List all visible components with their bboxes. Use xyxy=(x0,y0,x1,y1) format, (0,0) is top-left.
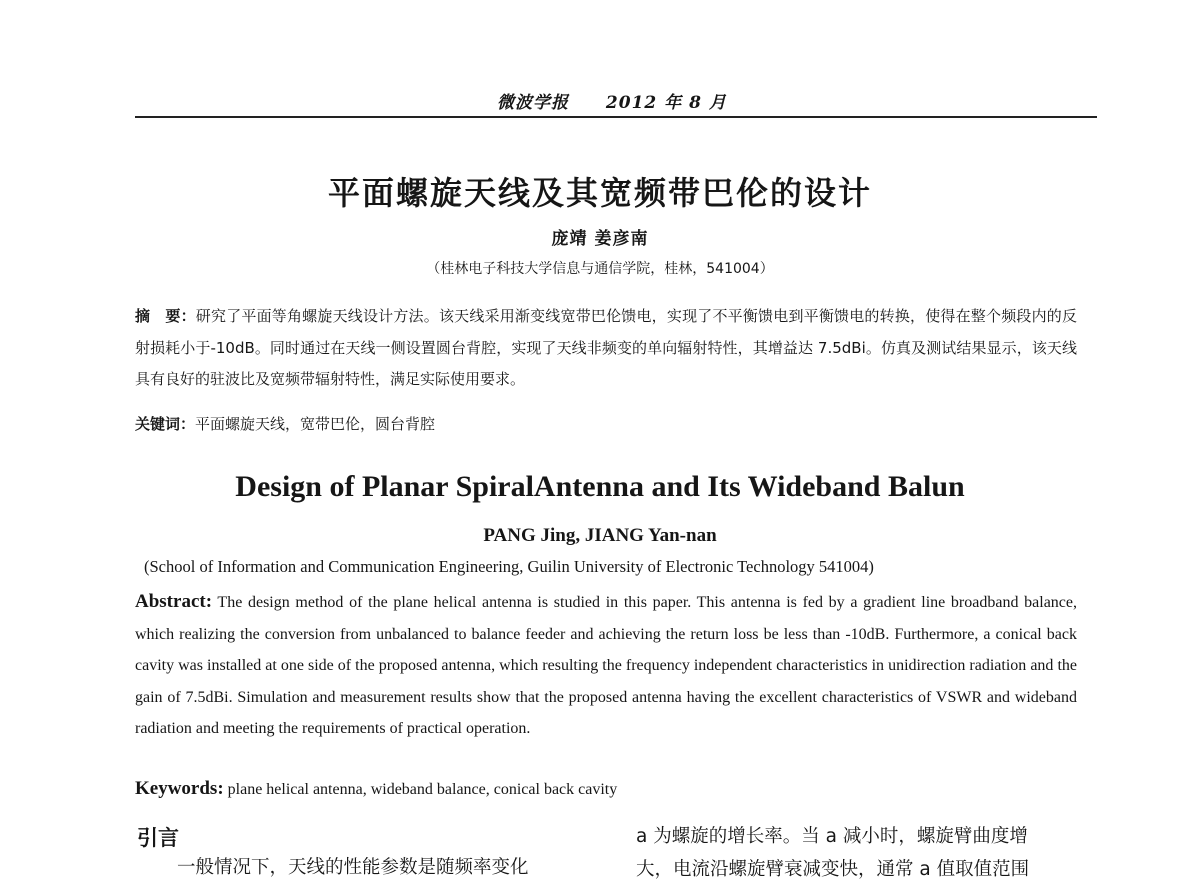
en-authors: PANG Jing, JIANG Yan-nan xyxy=(483,525,717,546)
en-abstract-label: Abstract: xyxy=(135,591,213,612)
cn-abstract-label: 摘 要： xyxy=(135,307,196,325)
en-keywords-label: Keywords: xyxy=(135,778,224,799)
body-right-column xyxy=(636,820,1086,886)
en-abstract-text: The design method of the plane helical antenna is studied in this paper. This antenna is fed by a gradient line broadband balance, which realizing the conversion from unbalanced to balance feeder and achieving the return loss be less than -10dB. Furthermore, a conical back cavity was installed at one side of the proposed antenna, which resulting the frequency independent characteristics in unidirection radiation and the gain of 7.5dBi. Simulation and measurement results show that the proposed antenna having the excellent characteristics of VSWR and wideband radiation and meeting the requirements of practical operation. xyxy=(135,594,1077,738)
section-heading-introduction: 引言 xyxy=(137,826,179,850)
running-header xyxy=(497,88,727,113)
en-title: Design of Planar SpiralAntenna and Its Wideband Balun xyxy=(235,470,965,503)
cn-keywords-label: 关键词： xyxy=(135,415,196,433)
journal-name: 微波学报 xyxy=(497,93,569,113)
issue-date: 2012 年 8 月 xyxy=(605,93,727,113)
cn-keywords-text: 平面螺旋天线，宽带巴伦，圆台背腔 xyxy=(195,415,436,433)
en-affiliation: (School of Information and Communication Engineering, Guilin University of Electronic Technology 541004) xyxy=(144,557,874,576)
body-right-line-1: a 为螺旋的增长率。当 a 减小时，螺旋臂曲度增 xyxy=(636,826,1028,847)
en-keywords xyxy=(135,778,1077,800)
en-abstract xyxy=(135,586,1077,745)
cn-abstract-text: 研究了平面等角螺旋天线设计方法。该天线采用渐变线宽带巴伦馈电，实现了不平衡馈电到平衡馈电的转换，使得在整个频段内的反射损耗小于-10dB。同时通过在天线一侧设置圆台背腔，实现了天线非频变的单向辐射特性，其增益达 7.5dBi。仿真及测试结果显示，该天线具有良好的驻波比及宽频带辐射特性，满足实际使用要求。 xyxy=(135,307,1077,388)
cn-title: 平面螺旋天线及其宽频带巴伦的设计 xyxy=(327,174,872,212)
header-rule xyxy=(135,116,1097,118)
cn-keywords xyxy=(135,413,1077,434)
cn-abstract xyxy=(135,301,1077,396)
body-left-column: 一般情况下，天线的性能参数是随频率变化 xyxy=(177,857,529,878)
cn-authors: 庞靖 姜彦南 xyxy=(551,229,649,249)
cn-affiliation: （桂林电子科技大学信息与通信学院，桂林，541004） xyxy=(426,261,774,277)
body-right-line-2: 大，电流沿螺旋臂衰减变快，通常 a 值取值范围 xyxy=(636,859,1030,880)
en-keywords-text: plane helical antenna, wideband balance, conical back cavity xyxy=(223,781,618,798)
